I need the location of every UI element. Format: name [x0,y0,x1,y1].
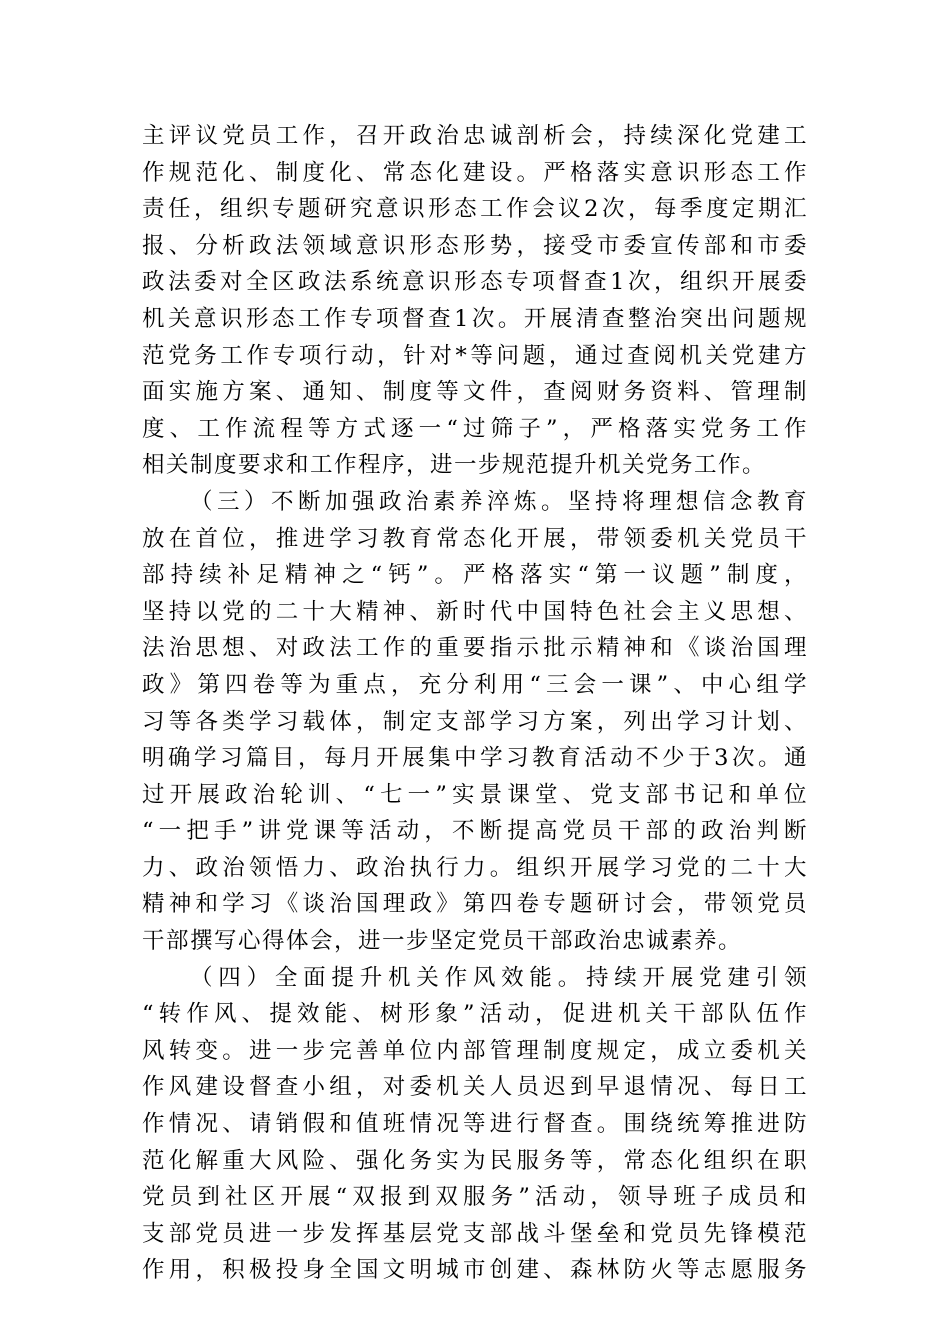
text-line: 党员到社区开展“双报到双服务”活动，领导班子成员和 [142,1184,808,1211]
text-line: 作情况、请销假和值班情况等进行督查。围绕统筹推进防 [142,1111,808,1138]
text-line: 责任，组织专题研究意识形态工作会议2次，每季度定期汇 [142,196,808,223]
text-line: 部持续补足精神之“钙”。严格落实“第一议题”制度， [142,562,808,589]
text-line: 政法委对全区政法系统意识形态专项督查1次，组织开展委 [142,269,808,296]
text-line: 范党务工作专项行动，针对*等问题，通过查阅机关党建方 [142,342,808,369]
section-heading-line: （四）全面提升机关作风效能。持续开展党建引领 [190,964,808,991]
text-line: “转作风、提效能、树形象”活动，促进机关干部队伍作 [142,1001,808,1028]
body-text [142,118,808,1289]
text-line: 力、政治领悟力、政治执行力。组织开展学习党的二十大 [142,854,808,881]
text-line: 法治思想、对政法工作的重要指示批示精神和《谈治国理 [142,635,808,662]
text-line: 精神和学习《谈治国理政》第四卷专题研讨会，带领党员 [142,891,808,918]
text-line: 坚持以党的二十大精神、新时代中国特色社会主义思想、 [142,598,808,625]
text-line: 度、工作流程等方式逐一“过筛子”，严格落实党务工作 [142,415,808,442]
text-line: 明确学习篇目，每月开展集中学习教育活动不少于3次。通 [142,745,808,772]
text-line: 政》第四卷等为重点，充分利用“三会一课”、中心组学 [142,671,808,698]
paragraph [142,484,808,960]
paragraph [142,118,808,484]
text-line: 风转变。进一步完善单位内部管理制度规定，成立委机关 [142,1037,808,1064]
text-line: 作规范化、制度化、常态化建设。严格落实意识形态工作 [142,159,808,186]
text-line: 支部党员进一步发挥基层党支部战斗堡垒和党员先锋模范 [142,1220,808,1247]
text-line: 过开展政治轮训、“七一”实景课堂、党支部书记和单位 [142,781,808,808]
text-line: 面实施方案、通知、制度等文件，查阅财务资料、管理制 [142,379,808,406]
text-line: 习等各类学习载体，制定支部学习方案，列出学习计划、 [142,708,808,735]
section-heading-line: （三）不断加强政治素养淬炼。坚持将理想信念教育 [190,488,808,515]
text-line: 相关制度要求和工作程序，进一步规范提升机关党务工作。 [142,452,767,479]
text-line: 机关意识形态工作专项督查1次。开展清查整治突出问题规 [142,305,808,332]
text-line: 主评议党员工作，召开政治忠诚剖析会，持续深化党建工 [142,123,808,149]
text-line: 作用，积极投身全国文明城市创建、森林防火等志愿服务 [142,1257,808,1284]
text-line: “一把手”讲党课等活动，不断提高党员干部的政治判断 [142,818,808,845]
paragraph [142,960,808,1289]
text-line: 放在首位，推进学习教育常态化开展，带领委机关党员干 [142,525,808,552]
text-line: 干部撰写心得体会，进一步坚定党员干部政治忠诚素养。 [142,928,743,955]
text-line: 作风建设督查小组，对委机关人员迟到早退情况、每日工 [142,1074,808,1101]
text-line: 报、分析政法领域意识形态形势，接受市委宣传部和市委 [142,232,808,259]
text-line: 范化解重大风险、强化务实为民服务等，常态化组织在职 [142,1147,808,1174]
